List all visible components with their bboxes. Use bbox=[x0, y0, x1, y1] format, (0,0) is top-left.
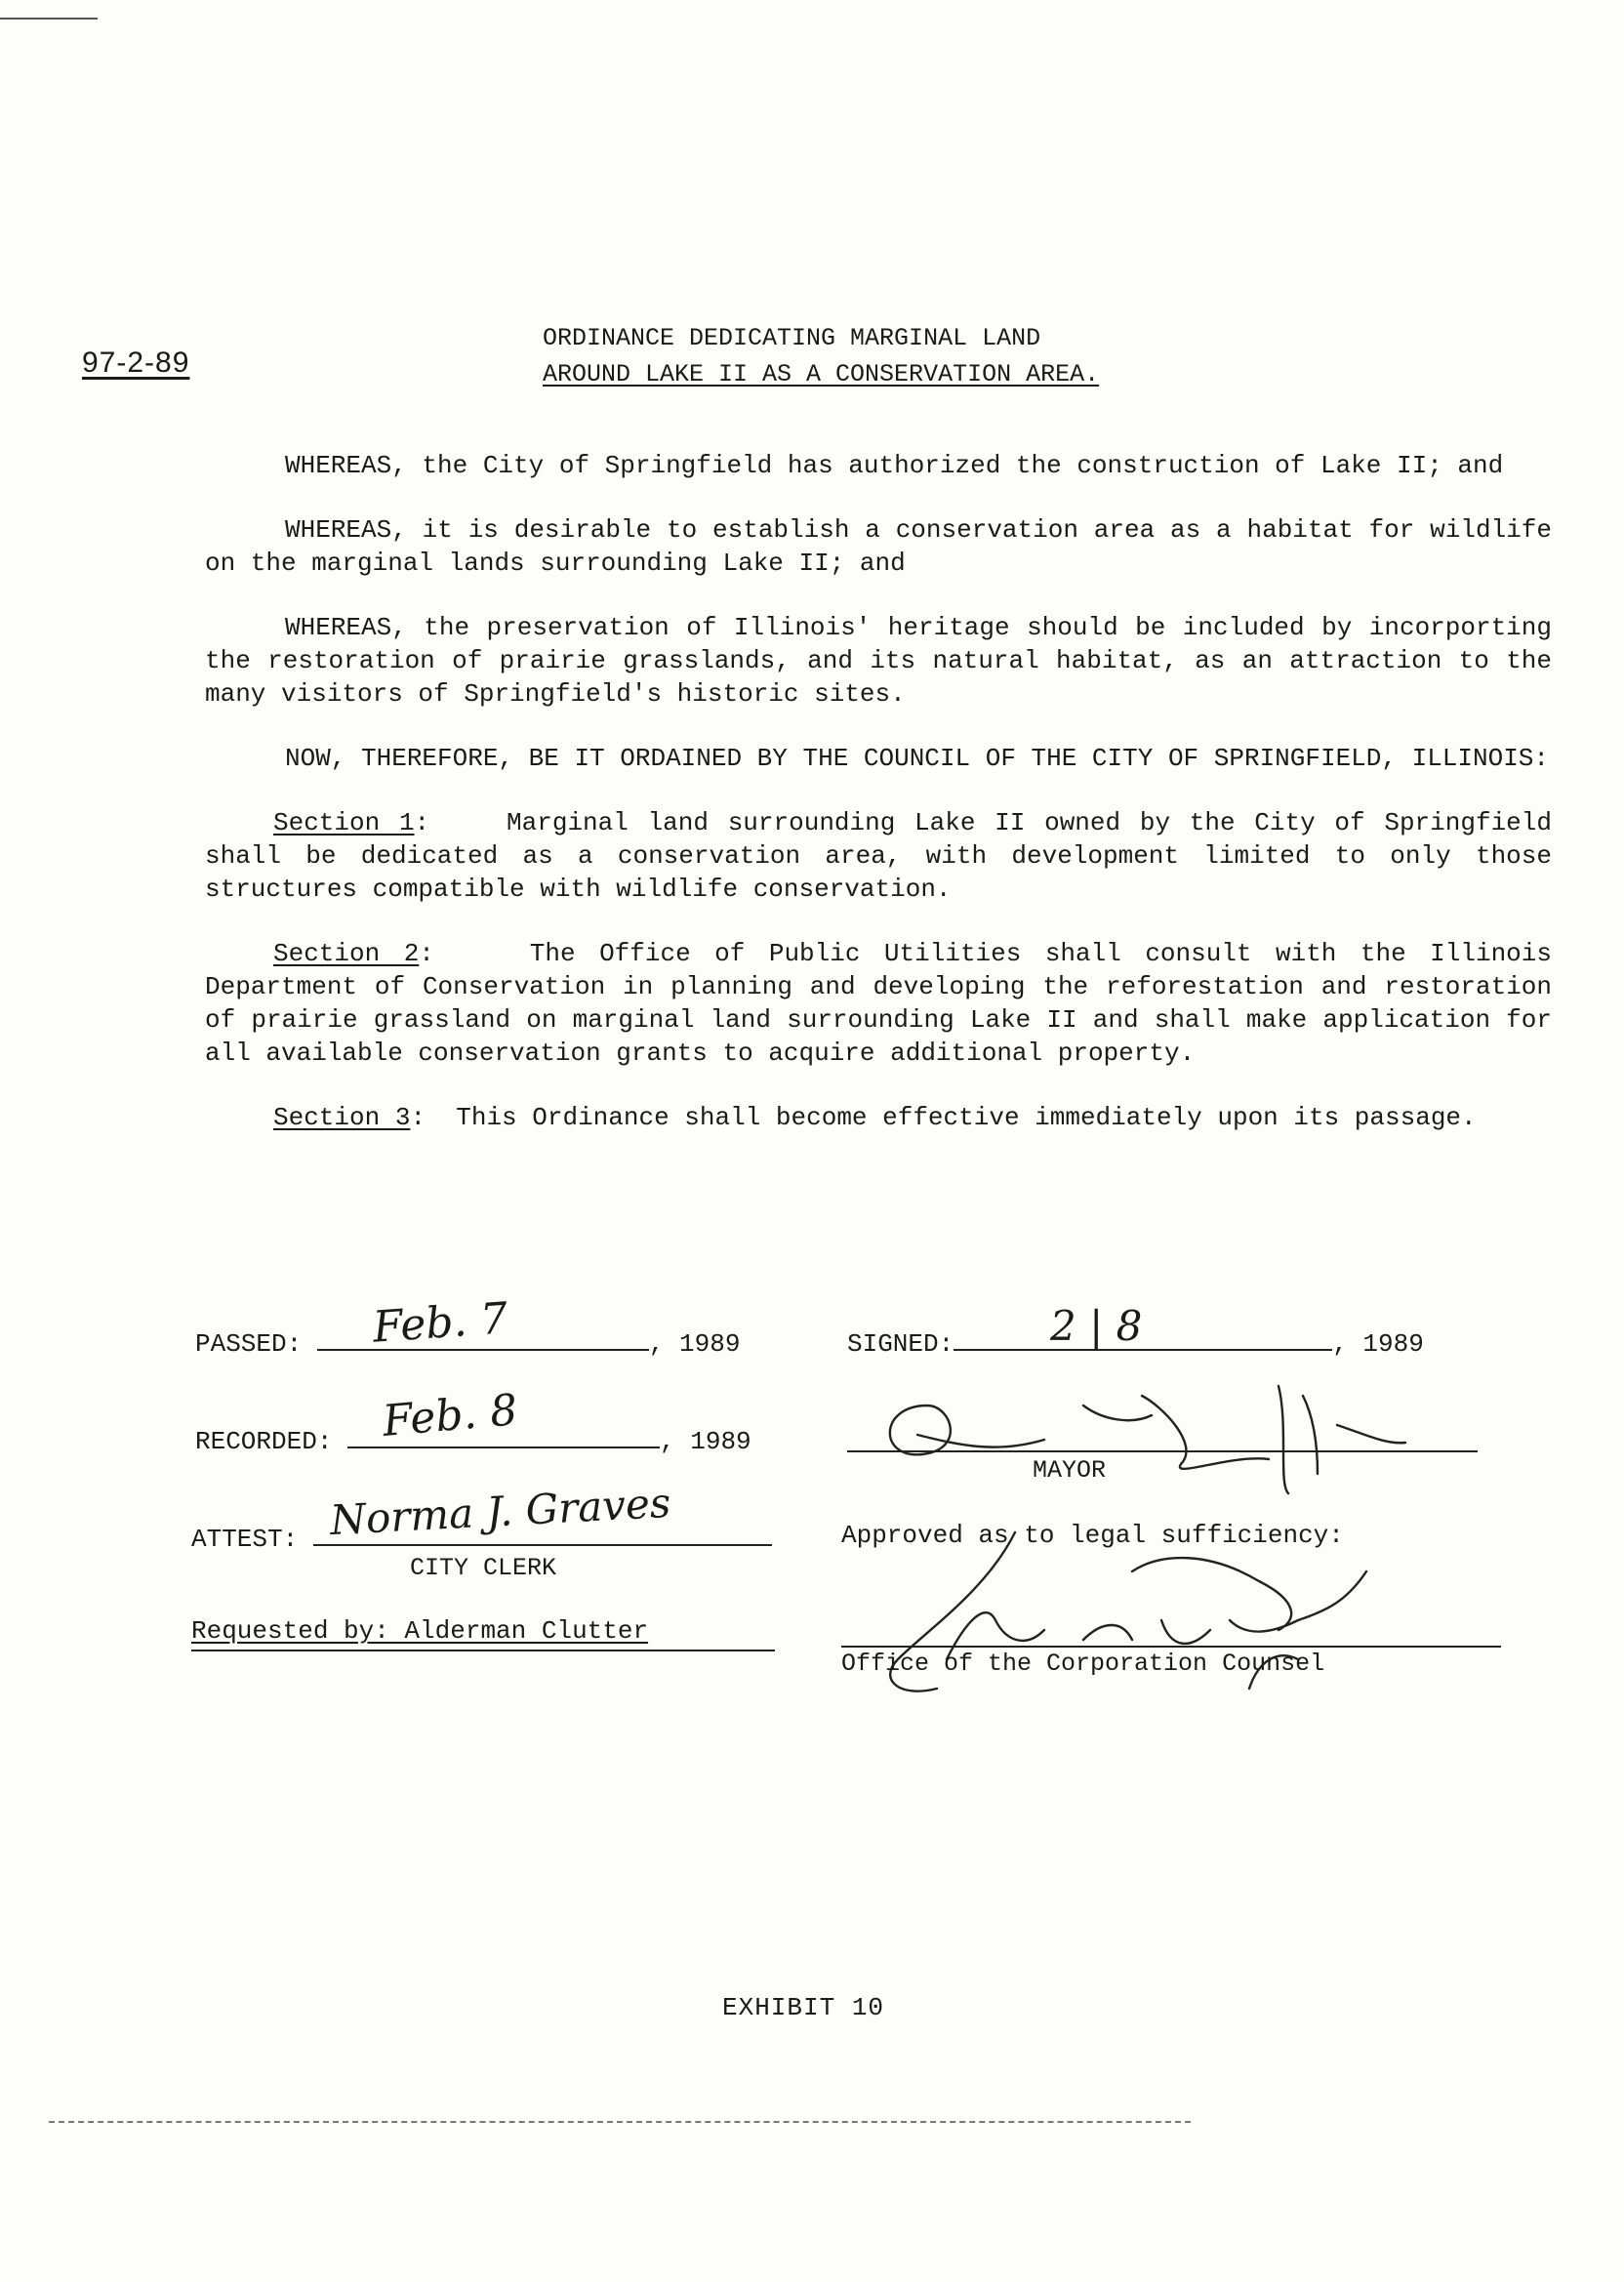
attest-signature-handwritten: Norma J. Graves bbox=[328, 1478, 672, 1545]
mayor-label: MAYOR bbox=[1033, 1456, 1107, 1485]
top-edge-mark bbox=[0, 18, 98, 20]
recorded-date-handwritten: Feb. 8 bbox=[381, 1385, 520, 1447]
title-line-2: AROUND LAKE II AS A CONSERVATION AREA. bbox=[543, 360, 1100, 388]
section-1-text: Marginal land surrounding Lake II owned by the City of Springfield shall be dedicated as a conservation area, with development limited to only those structures compatible with wildlife conservation. bbox=[205, 808, 1552, 904]
document-body bbox=[205, 449, 1552, 1165]
section-2-text: The Office of Public Utilities shall consult with the Illinois Department of Conservation in planning and developing the reforestation and restoration of prairie grassland on marginal land surrounding Lake II and shall make application for all available conservation grants to acquire additional property. bbox=[205, 939, 1552, 1068]
section-2: Section 2: The Office of Public Utilities shall consult with the Illinois Department of Conservation in planning and developing the reforestation and restoration of prairie grassland on marginal land surrounding Lake II and shall make application for all available conservation grants to acquire additional property. bbox=[205, 939, 1552, 1068]
whereas-paragraph-2: WHEREAS, it is desirable to establish a conservation area as a habitat for wildlife on the marginal lands surrounding Lake II; and bbox=[205, 515, 1552, 578]
counsel-signature-scribble bbox=[839, 1513, 1425, 1728]
document-number: 97-2-89 bbox=[82, 346, 190, 379]
signed-label: SIGNED: bbox=[847, 1329, 954, 1359]
city-clerk-label: CITY CLERK bbox=[410, 1554, 557, 1582]
passed-year: , 1989 bbox=[648, 1329, 741, 1359]
requested-by-underline bbox=[191, 1650, 775, 1651]
passed-label: PASSED: bbox=[195, 1329, 303, 1359]
exhibit-label: EXHIBIT 10 bbox=[722, 1993, 885, 2022]
signed-date-field bbox=[954, 1324, 1332, 1351]
approved-label: Approved as to legal sufficiency: bbox=[841, 1521, 1344, 1550]
title-line-1: ORDINANCE DEDICATING MARGINAL LAND bbox=[543, 324, 1041, 352]
counsel-signature-line bbox=[841, 1646, 1501, 1648]
document-title bbox=[543, 320, 1099, 392]
recorded-year: , 1989 bbox=[660, 1427, 751, 1456]
ordained-paragraph: NOW, THEREFORE, BE IT ORDAINED BY THE COUNCIL OF THE CITY OF SPRINGFIELD, ILLINOIS: bbox=[285, 744, 1550, 773]
signed-year: , 1989 bbox=[1332, 1329, 1424, 1359]
counsel-label: Office of the Corporation Counsel bbox=[841, 1650, 1325, 1678]
bottom-edge-mark bbox=[49, 2121, 1191, 2123]
section-3: Section 3: This Ordinance shall become effective immediately upon its passage. bbox=[273, 1103, 1477, 1132]
section-2-label: Section 2 bbox=[273, 939, 420, 968]
whereas-paragraph-3: WHEREAS, the preservation of Illinois' heritage should be included by incorporting the restoration of prairie grasslands, and its natural habitat, as an attraction to the many visitors of Springfield's historic sites. bbox=[205, 613, 1552, 709]
section-1-label: Section 1 bbox=[273, 808, 415, 837]
requested-by: Requested by: Alderman Clutter bbox=[191, 1616, 649, 1646]
signed-date-handwritten: 2 | 8 bbox=[1050, 1302, 1143, 1350]
section-3-text: This Ordinance shall become effective immediately upon its passage. bbox=[456, 1103, 1477, 1132]
whereas-paragraph-1: WHEREAS, the City of Springfield has authorized the construction of Lake II; and bbox=[285, 451, 1504, 480]
recorded-label: RECORDED: bbox=[195, 1427, 333, 1456]
attest-label: ATTEST: bbox=[191, 1525, 299, 1554]
section-3-label: Section 3 bbox=[273, 1103, 411, 1132]
section-1: Section 1: Marginal land surrounding Lake II owned by the City of Springfield shall be dedicated as a conservation area, with development limited to only those structures compatible with wildlife conservation. bbox=[205, 808, 1552, 904]
mayor-signature-scribble bbox=[859, 1366, 1405, 1503]
passed-date-handwritten: Feb. 7 bbox=[371, 1293, 509, 1353]
